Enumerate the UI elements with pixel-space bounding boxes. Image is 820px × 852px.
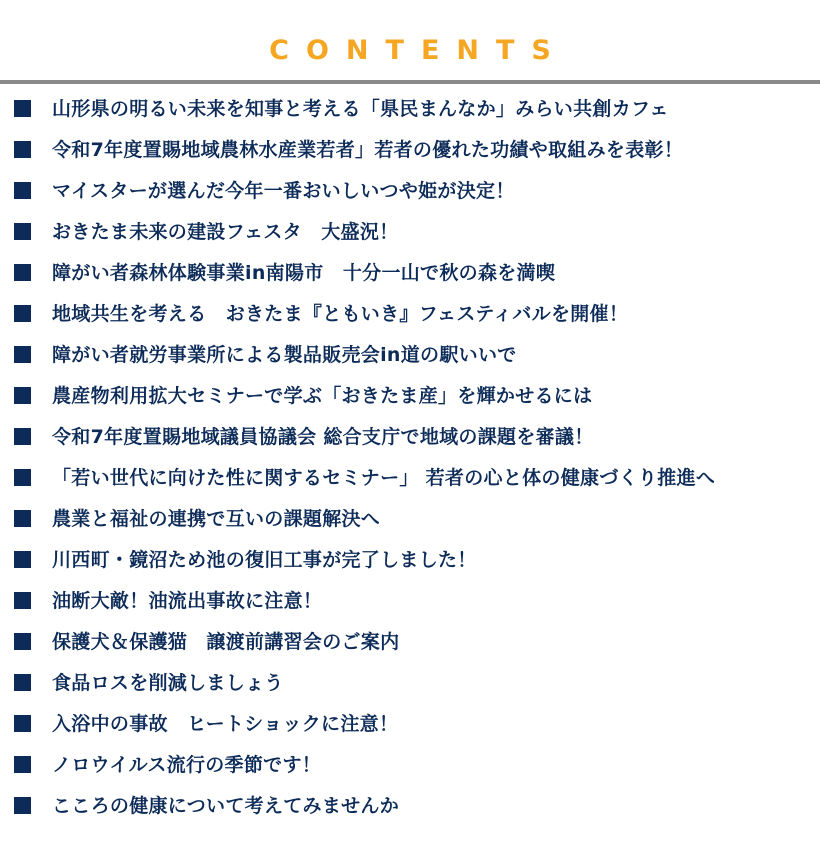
contents-list-item[interactable] (14, 498, 814, 539)
contents-item-label[interactable]: 令和7年度置賜地域議員協議会 総合支庁で地域の課題を審議！ (52, 425, 594, 448)
contents-list-item[interactable] (14, 416, 814, 457)
contents-item-label[interactable]: 油断大敵！油流出事故に注意！ (52, 589, 323, 612)
contents-list-item[interactable] (14, 580, 814, 621)
square-bullet-icon (14, 141, 31, 158)
contents-list-item[interactable] (14, 88, 814, 129)
header-divider (0, 80, 820, 84)
contents-item-label[interactable]: 障がい者森林体験事業in南陽市 十分一山で秋の森を満喫 (52, 261, 556, 284)
contents-item-label[interactable]: 令和7年度置賜地域農林水産業若者」若者の優れた功績や取組みを表彰！ (52, 138, 684, 161)
contents-item-label[interactable]: ノロウイルス流行の季節です！ (52, 753, 322, 776)
contents-list-item[interactable] (14, 457, 814, 498)
contents-item-label[interactable]: 地域共生を考える おきたま『ともいき』フェスティバルを開催！ (52, 302, 629, 325)
contents-item-label[interactable]: 「若い世代に向けた性に関するセミナー」 若者の心と体の健康づくり推進へ (52, 466, 716, 489)
contents-item-label[interactable]: 農業と福祉の連携で互いの課題解決へ (52, 507, 381, 530)
contents-title: CONTENTS (269, 35, 568, 66)
square-bullet-icon (14, 674, 31, 691)
contents-item-label[interactable]: 食品ロスを削減しましょう (52, 671, 284, 694)
square-bullet-icon (14, 182, 31, 199)
contents-list-item[interactable] (14, 621, 814, 662)
contents-list-item[interactable] (14, 129, 814, 170)
contents-list-item[interactable] (14, 211, 814, 252)
square-bullet-icon (14, 264, 31, 281)
contents-list-item[interactable] (14, 252, 814, 293)
square-bullet-icon (14, 469, 31, 486)
contents-list-item[interactable] (14, 334, 814, 375)
square-bullet-icon (14, 633, 31, 650)
square-bullet-icon (14, 510, 31, 527)
square-bullet-icon (14, 100, 31, 117)
square-bullet-icon (14, 223, 31, 240)
contents-item-label[interactable]: 山形県の明るい未来を知事と考える「県民まんなか」みらい共創カフェ (52, 97, 669, 120)
contents-item-label[interactable]: こころの健康について考えてみませんか (52, 794, 400, 817)
contents-list-item[interactable] (14, 662, 814, 703)
square-bullet-icon (14, 592, 31, 609)
contents-item-label[interactable]: 保護犬＆保護猫 譲渡前講習会のご案内 (52, 630, 400, 653)
contents-list (14, 88, 814, 826)
contents-item-label[interactable]: 農産物利用拡大セミナーで学ぶ「おきたま産」を輝かせるには (52, 384, 593, 407)
contents-list-item[interactable] (14, 785, 814, 826)
contents-list-item[interactable] (14, 703, 814, 744)
square-bullet-icon (14, 797, 31, 814)
square-bullet-icon (14, 756, 31, 773)
contents-item-label[interactable]: 障がい者就労事業所による製品販売会in道の駅いいで (52, 343, 517, 366)
contents-item-label[interactable]: 川西町・鏡沼ため池の復旧工事が完了しました！ (52, 548, 477, 571)
contents-list-item[interactable] (14, 375, 814, 416)
contents-list-item[interactable] (14, 744, 814, 785)
contents-item-label[interactable]: マイスターが選んだ今年一番おいしいつや姫が決定！ (52, 179, 515, 202)
square-bullet-icon (14, 551, 31, 568)
contents-list-item[interactable] (14, 170, 814, 211)
square-bullet-icon (14, 346, 31, 363)
square-bullet-icon (14, 715, 31, 732)
contents-list-item[interactable] (14, 539, 814, 580)
contents-list-item[interactable] (14, 293, 814, 334)
square-bullet-icon (14, 387, 31, 404)
square-bullet-icon (14, 305, 31, 322)
square-bullet-icon (14, 428, 31, 445)
contents-item-label[interactable]: 入浴中の事故 ヒートショックに注意！ (52, 712, 399, 735)
contents-item-label[interactable]: おきたま未来の建設フェスタ 大盛況！ (52, 220, 399, 243)
